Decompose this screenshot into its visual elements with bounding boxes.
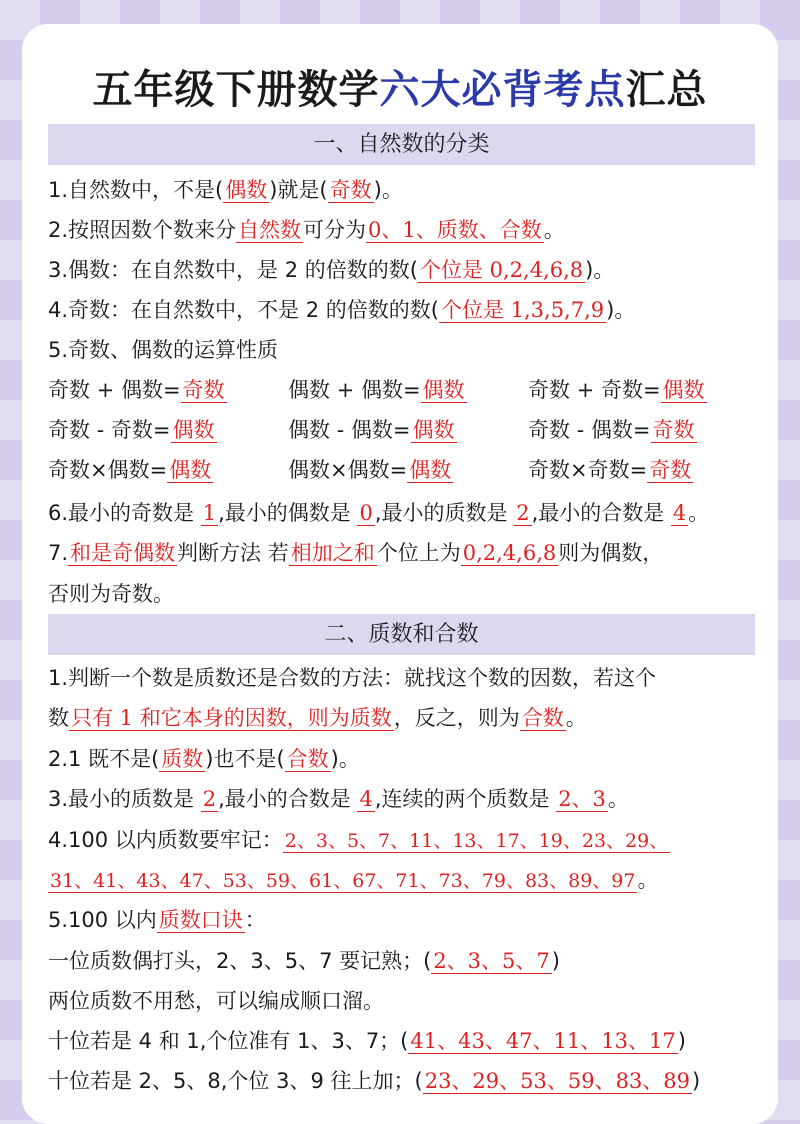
text-segment: 6.最小的奇数是 bbox=[48, 501, 201, 525]
op-cell bbox=[288, 455, 453, 485]
text-segment: )也不是( bbox=[205, 747, 285, 771]
answer: 个位是 0,2,4,6,8 bbox=[419, 258, 584, 282]
title-tail: 汇总 bbox=[625, 66, 708, 113]
text-segment: 个位上为 bbox=[376, 541, 461, 565]
text-segment: 。 bbox=[543, 218, 565, 242]
s2-line6 bbox=[48, 946, 760, 976]
text-segment: )就是( bbox=[269, 178, 328, 202]
op-cell bbox=[528, 455, 693, 485]
s2-line5 bbox=[48, 905, 760, 935]
text-segment: )。 bbox=[330, 747, 360, 771]
text-segment: ,最小的合数是 bbox=[531, 501, 671, 525]
s1-line5: 5.奇数、偶数的运算性质 bbox=[48, 338, 279, 362]
answer: 自然数 bbox=[238, 218, 302, 242]
s2-line4b bbox=[48, 865, 760, 896]
text-segment: 3.偶数：在自然数中，是 2 的倍数的数( bbox=[48, 258, 418, 282]
s1-line3 bbox=[48, 255, 760, 285]
answer-text: 偶数 bbox=[422, 378, 465, 402]
answer-text: 质数 bbox=[161, 747, 204, 771]
text-segment: 1.自然数中，不是( bbox=[48, 178, 224, 202]
text-segment: )。 bbox=[606, 298, 636, 322]
section1-heading: 一、自然数的分类 bbox=[48, 124, 755, 165]
op-cell bbox=[528, 375, 707, 405]
answer-text: 奇数 bbox=[649, 458, 692, 482]
answer: 0、1、质数、合数 bbox=[368, 218, 542, 242]
text-segment: 2.按照因数个数来分 bbox=[48, 218, 237, 242]
answer-text: 质数口诀 bbox=[158, 908, 243, 932]
text-segment: 。 bbox=[637, 868, 659, 892]
answer-text: 合数 bbox=[286, 747, 329, 771]
text-segment: ,最小的合数是 bbox=[218, 787, 358, 811]
text-segment: 奇数 - 偶数= bbox=[528, 418, 651, 442]
title-main: 五年级下册数学 bbox=[92, 66, 380, 113]
answer-text: 2 bbox=[202, 787, 217, 811]
s1-line1 bbox=[48, 175, 760, 205]
s1-line7b: 否则为奇数。 bbox=[48, 582, 174, 606]
op-cell bbox=[528, 415, 697, 445]
text-segment: 。 bbox=[565, 706, 587, 730]
text-segment: 十位若是 4 和 1,个位准有 1、3、7；( bbox=[48, 1029, 409, 1053]
text-segment: 5.100 以内 bbox=[48, 908, 157, 932]
page-title bbox=[22, 58, 778, 115]
text-segment: 2.1 既不是( bbox=[48, 747, 160, 771]
text-segment: ,最小的质数是 bbox=[374, 501, 515, 525]
title-accent: 六大必背考点 bbox=[379, 66, 626, 113]
answer-text: 奇数 bbox=[652, 418, 695, 442]
text-segment: ,连续的两个质数是 bbox=[374, 787, 557, 811]
answer-text: 2、3 bbox=[558, 787, 606, 811]
answer-text: 4 bbox=[359, 787, 373, 811]
text-segment: 奇数×偶数= bbox=[48, 458, 168, 482]
answer-text: 2 bbox=[516, 501, 530, 525]
answer-text: 41、43、47、11、13、17 bbox=[410, 1029, 676, 1053]
text-segment: 奇数 + 奇数= bbox=[528, 378, 661, 402]
s1-line7 bbox=[48, 538, 760, 568]
op-cell bbox=[288, 415, 457, 445]
answer-text: 合数 bbox=[521, 706, 564, 730]
text-segment: 奇数 + 偶数= bbox=[48, 378, 181, 402]
answer-text: 偶数 bbox=[412, 418, 455, 442]
answer-text: 4 bbox=[672, 501, 687, 525]
text-segment: 。 bbox=[607, 787, 629, 811]
s1-line4 bbox=[48, 295, 760, 325]
s2-line7: 两位质数不用愁，可以编成顺口溜。 bbox=[48, 989, 384, 1013]
answer-text: 只有 1 和它本身的因数，则为质数 bbox=[71, 706, 392, 730]
text-segment: 一位质数偶打头，2、3、5、7 要记熟；( bbox=[48, 949, 432, 973]
text-segment: 。 bbox=[688, 501, 710, 525]
text-segment: 则为偶数， bbox=[558, 541, 664, 565]
text-segment: ,最小的偶数是 bbox=[218, 501, 358, 525]
text-segment: 4.奇数：在自然数中，不是 2 的倍数的数( bbox=[48, 298, 439, 322]
text-segment: 数 bbox=[48, 706, 69, 730]
s2-line4 bbox=[48, 825, 760, 856]
answer-text: 0,2,4,6,8 bbox=[462, 541, 557, 565]
text-segment: 判断方法 若 bbox=[177, 541, 289, 565]
s1-line6 bbox=[48, 498, 760, 528]
answer-text: 相加之和 bbox=[290, 541, 375, 565]
s1-line2 bbox=[48, 215, 760, 245]
s2-line2 bbox=[48, 744, 760, 774]
answer: 偶数 bbox=[225, 178, 268, 202]
text-segment: 7. bbox=[48, 541, 69, 565]
text-segment: ) bbox=[692, 1069, 701, 1093]
content-card bbox=[22, 24, 778, 1124]
text-segment: 奇数×奇数= bbox=[528, 458, 648, 482]
s2-line3 bbox=[48, 784, 760, 814]
text-segment: 奇数 - 奇数= bbox=[48, 418, 171, 442]
text-segment: 偶数 + 偶数= bbox=[288, 378, 421, 402]
answer-text: 偶数 bbox=[172, 418, 215, 442]
text-segment: ，反之，则为 bbox=[393, 706, 520, 730]
text-segment: )。 bbox=[373, 178, 403, 202]
text-segment: ) bbox=[677, 1029, 686, 1053]
s2-line9 bbox=[48, 1066, 760, 1096]
answer-text: 奇数 bbox=[182, 378, 225, 402]
answer-text: 和是奇偶数 bbox=[70, 541, 176, 565]
text-segment: 4.100 以内质数要牢记： bbox=[48, 828, 283, 852]
text-segment: 十位若是 2、5、8,个位 3、9 往上加；( bbox=[48, 1069, 423, 1093]
text-segment: 可分为 bbox=[303, 218, 367, 242]
text-segment: )。 bbox=[585, 258, 615, 282]
answer-text: 2、3、5、7 bbox=[433, 949, 550, 973]
answer-text: 31、41、43、47、53、59、61、67、71、73、79、83、89、97 bbox=[50, 870, 636, 892]
answer-text: 偶数 bbox=[409, 458, 452, 482]
text-segment: 偶数×偶数= bbox=[288, 458, 408, 482]
text-segment: 偶数 - 偶数= bbox=[288, 418, 411, 442]
answer-text: 1 bbox=[202, 501, 217, 525]
answer-text: 偶数 bbox=[169, 458, 212, 482]
s2-line8 bbox=[48, 1026, 760, 1056]
s2-line1: 1.判断一个数是质数还是合数的方法：就找这个数的因数，若这个 bbox=[48, 666, 657, 690]
op-cell bbox=[288, 375, 467, 405]
section2-heading: 二、质数和合数 bbox=[48, 614, 755, 655]
op-cell bbox=[48, 455, 213, 485]
answer: 个位是 1,3,5,7,9 bbox=[440, 298, 605, 322]
text-segment: ) bbox=[551, 949, 560, 973]
answer-text: 0 bbox=[359, 501, 373, 525]
answer: 奇数 bbox=[329, 178, 372, 202]
text-segment: ： bbox=[244, 908, 266, 932]
answer-text: 2、3、5、7、11、13、17、19、23、29、 bbox=[284, 830, 669, 852]
answer-text: 偶数 bbox=[662, 378, 705, 402]
op-cell bbox=[48, 375, 227, 405]
answer-text: 23、29、53、59、83、89 bbox=[424, 1069, 691, 1093]
text-segment: 3.最小的质数是 bbox=[48, 787, 201, 811]
s2-line1b bbox=[48, 703, 760, 733]
op-cell bbox=[48, 415, 217, 445]
